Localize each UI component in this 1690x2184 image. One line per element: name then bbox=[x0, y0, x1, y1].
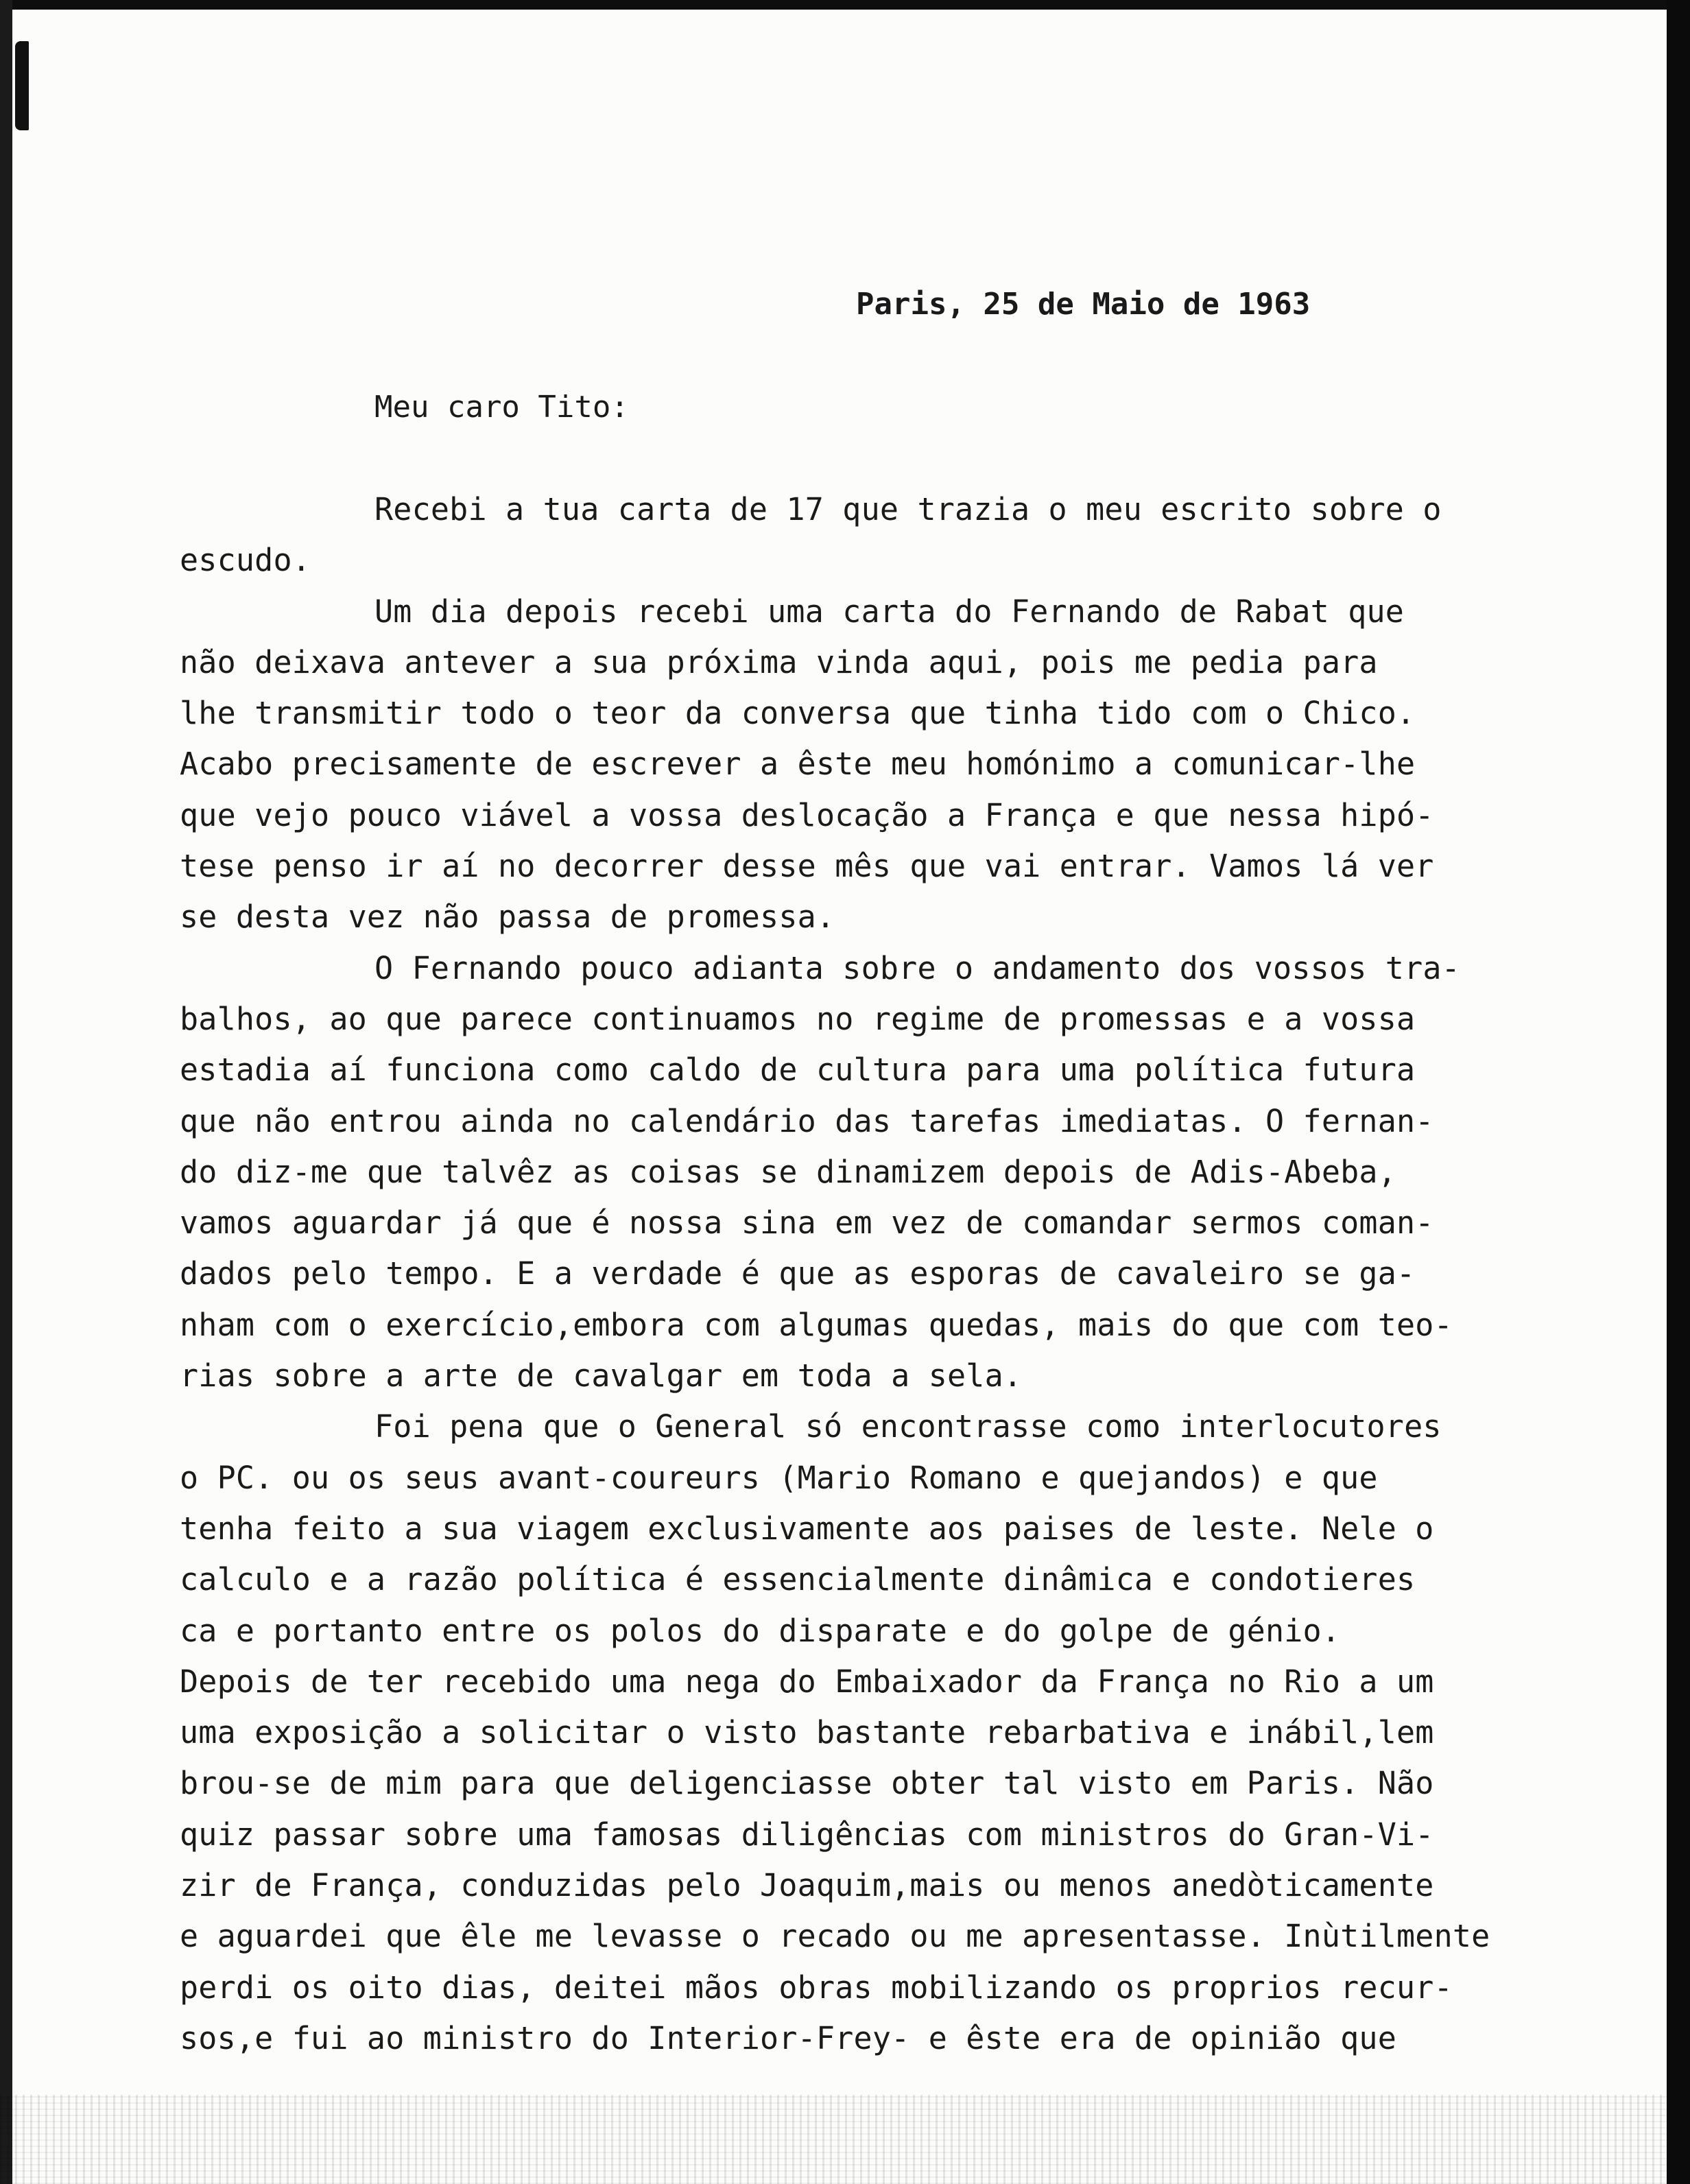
letter-line: vamos aguardar já que é nossa sina em vez de comandar sermos coman- bbox=[180, 1204, 1434, 1242]
letter-salutation: Meu caro Tito: bbox=[374, 390, 629, 425]
letter-line: Foi pena que o General só encontrasse como interlocutores bbox=[374, 1408, 1442, 1445]
letter-line: quiz passar sobre uma famosas diligências com ministros do Gran-Vi- bbox=[180, 1816, 1434, 1853]
letter-line: se desta vez não passa de promessa. bbox=[180, 899, 835, 936]
letter-line: brou-se de mim para que deligenciasse obter tal visto em Paris. Não bbox=[180, 1765, 1434, 1802]
scan-edge-left bbox=[0, 0, 12, 2184]
letter-line: que não entrou ainda no calendário das tarefas imediatas. O fernan- bbox=[180, 1102, 1434, 1139]
letter-line: do diz-me que talvêz as coisas se dinamizem depois de Adis-Abeba, bbox=[180, 1153, 1396, 1190]
letter-line: uma exposição a solicitar o visto bastante rebarbativa e inábil,lem bbox=[180, 1714, 1434, 1751]
scan-noise-bottom bbox=[0, 2095, 1667, 2184]
scan-edge-top bbox=[0, 0, 1690, 10]
letter-line: escudo. bbox=[180, 542, 311, 579]
letter-line: ca e portanto entre os polos do disparate e do golpe de génio. bbox=[180, 1612, 1341, 1649]
letter-line: nham com o exercício,embora com algumas quedas, mais do que com teo- bbox=[180, 1306, 1453, 1343]
letter-line: balhos, ao que parece continuamos no regime de promessas e a vossa bbox=[180, 1000, 1416, 1037]
paper-clip-mark bbox=[15, 41, 29, 130]
letter-line: lhe transmitir todo o teor da conversa que tinha tido com o Chico. bbox=[180, 695, 1416, 732]
letter-line: O Fernando pouco adianta sobre o andamento dos vossos tra- bbox=[374, 949, 1460, 986]
letter-line: que vejo pouco viável a vossa deslocação a França e que nessa hipó- bbox=[180, 796, 1434, 833]
letter-dateline: Paris, 25 de Maio de 1963 bbox=[856, 287, 1311, 322]
letter-line: tese penso ir aí no decorrer desse mês que vai entrar. Vamos lá ver bbox=[180, 848, 1434, 885]
letter-line: rias sobre a arte de cavalgar em toda a sela. bbox=[180, 1357, 1023, 1394]
letter-line: não deixava antever a sua próxima vinda aqui, pois me pedia para bbox=[180, 643, 1378, 680]
letter-line: o PC. ou os seus avant-coureurs (Mario Romano e quejandos) e que bbox=[180, 1459, 1378, 1496]
letter-line: perdi os oito dias, deitei mãos obras mobilizando os proprios recur- bbox=[180, 1969, 1453, 2006]
letter-line: Um dia depois recebi uma carta do Fernando de Rabat que bbox=[374, 593, 1405, 630]
letter-line: estadia aí funciona como caldo de cultura para uma política futura bbox=[180, 1052, 1416, 1089]
letter-line: Recebi a tua carta de 17 que trazia o meu escrito sobre o bbox=[374, 491, 1442, 527]
letter-line: e aguardei que êle me levasse o recado ou me apresentasse. Inùtilmente bbox=[180, 1918, 1490, 1955]
letter-line: sos,e fui ao ministro do Interior-Frey- e êste era de opinião que bbox=[180, 2019, 1396, 2056]
letter-line: calculo e a razão política é essencialmente dinâmica e condotieres bbox=[180, 1561, 1416, 1598]
scan-edge-right bbox=[1667, 0, 1690, 2184]
letter-line: zir de França, conduzidas pelo Joaquim,mais ou menos anedòticamente bbox=[180, 1867, 1434, 1904]
letter-line: dados pelo tempo. E a verdade é que as esporas de cavaleiro se ga- bbox=[180, 1255, 1416, 1292]
letter-line: tenha feito a sua viagem exclusivamente aos paises de leste. Nele o bbox=[180, 1510, 1434, 1547]
letter-body bbox=[180, 484, 1599, 2064]
letter-line: Acabo precisamente de escrever a êste meu homónimo a comunicar-lhe bbox=[180, 746, 1416, 783]
letter-line: Depois de ter recebido uma nega do Embaixador da França no Rio a um bbox=[180, 1663, 1434, 1700]
